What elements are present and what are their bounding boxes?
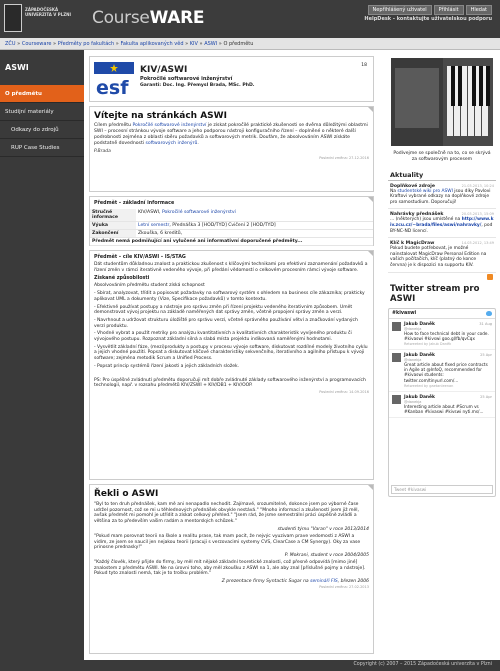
brand-bold: WARE xyxy=(149,8,205,28)
tweet[interactable]: Jakub Daněk 25 Apr @danekja Interesting article about #Scrum vs #Kanban #kivaswi #kivswi nyti.ms/... xyxy=(389,392,495,418)
news-text: Pokud budete potřebovat, je možné nainstalovat MagicDraw Personal Edition na vašich počítačích, klíč (platný do konce června) je k dispozici na supportu KIV. xyxy=(390,246,487,268)
ability-item: Absolvováním předmětu student získá schopnost xyxy=(94,283,205,289)
corner-flag-icon xyxy=(368,107,373,112)
table-row: Výuka Letní semestr, Přednáška 3 [HOD/TYD] Cvičení 2 [HOD/TYD] xyxy=(90,222,373,230)
quote-author: P. Mokrani, student v roce 2004/2005 xyxy=(284,552,369,558)
welcome-title: Vítejte na stránkách ASWI xyxy=(94,111,227,121)
goals-box xyxy=(89,250,374,480)
search-button[interactable]: Hledat xyxy=(466,5,492,15)
breadcrumb-item[interactable]: ASWI xyxy=(204,41,218,47)
news-date: 21.03.2013, 10:24 xyxy=(461,183,494,188)
basic-info-table xyxy=(90,209,373,246)
table-row: Stručné informace KIV/ASWI, Pokročilé softwarové inženýrství xyxy=(90,209,373,222)
signature: P.Brada xyxy=(94,149,111,154)
course-link[interactable]: Pokročilé softwarové inženýrství xyxy=(132,123,207,128)
goals-title: Předmět – cíle KIV/ASWI – IS/STAG xyxy=(94,255,186,260)
breadcrumb-current: O předmětu xyxy=(223,41,254,47)
sidebar-item-studijni-materialy[interactable]: Studijní materiály xyxy=(0,103,84,121)
quote-text: "Každý člověk, který přijde do firmy, by měl mít nějaké základní teoretické znalosti, což přesně odpovídá [mimo jiné] znalostem z předmětu ASWI. Ne na úrovni toho, aby měl zkoušku z ASWI na 1, ale aby znal [příslušné pojmy a nástroje]. Pokud tyto znalosti nemá, tak je to trošku problém." xyxy=(94,559,366,577)
photo-caption: Podívejme se společně na to, co se skrývá za softwarovým procesem xyxy=(393,151,491,162)
news-head: Doplňkové zdroje xyxy=(390,183,435,189)
page-header xyxy=(0,0,500,38)
quote-author: Z prezentace firmy Syntactic Sugar na semináři FIS, březen 2006 xyxy=(221,579,369,585)
engineers-link[interactable]: softwarových inženýrů xyxy=(145,141,198,146)
courseware-brand[interactable] xyxy=(92,8,204,28)
svg-text:esf: esf xyxy=(96,77,129,96)
ability-item: - Vhodně vybrat a použít metriky pro analýzu kvantitativních a kvalitativních charakteristik vyvíjeného produktu či vývojového postupu. Rozpoznat základní silná a slabá místa projektu indikovaná naměřenými hodnotami. xyxy=(94,331,352,343)
right-column xyxy=(388,56,496,497)
sidebar-item-odkazy[interactable]: Odkazy do zdrojů xyxy=(0,121,84,139)
basic-info-title: Předmět – základní informace xyxy=(94,201,175,206)
course-code: KIV/ASWI xyxy=(140,65,188,75)
ability-item: - Navrhnout a udržovat strukturu úložiště pro správu verzí, včetně správného používání větví a značkování vydaných verzí produktu. xyxy=(94,317,358,329)
basic-info-box xyxy=(89,196,374,246)
tweet-input[interactable]: Tweet #kivaswi xyxy=(391,485,493,494)
corner-flag-icon xyxy=(368,485,373,490)
avatar xyxy=(392,322,401,331)
breadcrumb-item[interactable]: ZČU xyxy=(5,41,16,47)
breadcrumb-item[interactable]: Fakulta aplikovaných věd xyxy=(120,41,184,47)
news-item: Doplňkové zdroje 21.03.2013, 10:24 Na studentské wiki pro ASWI jsou díky Pavlovi Kraftovi vybrané odkazy na doplňkové zdroje pro samostudium. Doporučuji! xyxy=(388,181,496,210)
semester-link[interactable]: Letní semestr xyxy=(138,223,170,228)
university-name: ZÁPADOČESKÁ UNIVERZITA V PLZNI xyxy=(25,7,71,17)
welcome-text: Cílem předmětu Pokročilé softwarové inženýrství je získat pokročilé praktické zkušenosti se dvěma důležitými oblastmi SWI – procesní stránkou vývoje software a jeho podporou nástroji konfiguračního řízení – doplněné o některé další podrobnosti zejména z oblasti sběru požadavků a softwarových metrik. Doufám, že absolvováním ASWI získáte podstatně dovednosti softwarových inženýrů. xyxy=(94,123,368,146)
news-title: Aktuality xyxy=(388,170,496,181)
helpdesk-link[interactable]: HelpDesk - kontaktujte uživatelskou podporu xyxy=(364,16,492,22)
user-status-button[interactable]: Nepřihlášený uživatel xyxy=(368,5,432,15)
university-logo[interactable] xyxy=(4,4,82,34)
quotes-title: Řekli o ASWI xyxy=(94,489,159,499)
breadcrumb-item[interactable]: KIV xyxy=(189,41,198,47)
abilities-title: Získané způsobilosti xyxy=(94,276,150,282)
tweet[interactable]: Jakub Daněk 25 Apr @danekja Great article about fixed price contracts in Agile at @InfoQ, recommended for #kivaswi students: twitter.com/tinyurl.com/... Retweeted by gaetanleenan xyxy=(389,350,495,392)
news-item xyxy=(388,238,496,272)
course-garant: Garanti: Doc. Ing. Přemysl Brada, MSc. PhD. xyxy=(140,83,255,88)
ability-item: - Efektivně používat postupy a nástroje pro správu změn při řízení projektu vedeného iterativním způsobem. Umět demonstrovat vývoj projektu na základě naměřených dat správy změn, včetně propojení správy změn a verzí. xyxy=(94,304,353,316)
corner-flag-icon xyxy=(368,197,373,202)
breadcrumb: ZČU » Courseware » Předměty po fakultách » Fakulta aplikovaných věd » KIV » ASWI » O předmětu xyxy=(0,38,500,50)
tweet[interactable]: Jakub Daněk 31 Aug @danekja How to face technical debt in your code. #kivaswi #kivswi goo.gl/fb/qvCqx Retweeted by Jakub Daněk xyxy=(389,319,495,350)
rss-icon[interactable] xyxy=(487,274,493,280)
avatar xyxy=(392,395,401,404)
course-link[interactable]: Pokročilé softwarové inženýrství xyxy=(161,210,236,215)
ability-item: - Popsat princip systémů řízení jakosti a jejich základních složek. xyxy=(94,363,240,369)
news-date: 14.03.2012, 13:49 xyxy=(461,241,494,246)
course-header xyxy=(89,56,374,102)
goals-ps: PS: Pro úspěšné zvládnutí předmětu doporučuji mít dobře zvládnuté základy softwarového inženýrství a programovacích technologií, např. v rozsahu předmětů KIV/ZSWI + KIV/DB1 + KIV/OOP. xyxy=(94,377,366,389)
welcome-box xyxy=(89,106,374,192)
main-content xyxy=(89,56,374,658)
sidebar xyxy=(0,50,84,671)
twitter-bird-icon xyxy=(486,311,492,316)
quotes-box xyxy=(89,484,374,654)
page-footer: Copyright (c) 2007 – 2015 Západočeská univerzita v Plzni xyxy=(0,660,500,671)
corner-flag-icon xyxy=(368,251,373,256)
ability-item: - Sbírat, analyzovat, třídit a popisovat požadavky na softwarový systém s ohledem na business cíle zákazníka; prakticky aplikovat UML a dokumenty (Vize, Specifikace požadavků) v tomto kontextu. xyxy=(94,291,365,302)
sidebar-item-rup-case-studies[interactable]: RUP Case Studies xyxy=(0,139,84,157)
keyboard-photo xyxy=(391,58,493,146)
news-date: 20.03.2013, 15:09 xyxy=(461,212,494,217)
university-seal-icon xyxy=(4,4,22,32)
login-button[interactable]: Přihlásit xyxy=(434,5,464,15)
last-changed: Poslední změna: 27.02.2013 xyxy=(319,585,369,590)
last-changed: Poslední změna: 14.09.2016 xyxy=(319,389,369,394)
sidebar-item-o-predmetu[interactable]: O předmětu xyxy=(0,85,84,103)
twitter-widget xyxy=(388,308,496,497)
wiki-link[interactable]: studentské wiki pro ASWI xyxy=(397,188,453,194)
news-head: Nahrávky přednášek xyxy=(390,212,444,218)
twitter-tag: #kivaswi xyxy=(389,309,495,319)
course-full-name: Pokročilé softwarové inženýrství xyxy=(140,76,233,82)
sidebar-title: ASWI xyxy=(5,63,29,72)
last-changed: Poslední změna: 27.12.2016 xyxy=(319,156,369,160)
quote-author: studenti týmu "Varan" v roce 2013/2014 xyxy=(277,526,369,532)
goals-intro: Dát studentům důkladnou znalost a praktickou zkušenost s klíčovými technikami pro efektivní zaznamenání požadavků a řízení změn v rámci iterativně vedeného vývoje, při předání vědomostí o celkovém procesním rámci vývoje software. xyxy=(94,262,368,273)
seminar-link[interactable]: semináři FIS xyxy=(310,579,338,585)
quote-text: "Byl to ten druh přednášek, kam mě ani nenapadlo nechodit. Zajímavé, srozumitelné, dokonce jsem po výborné čase udržel pozornost, což se mi u těhlednových přednášek obvykle nestává." "Mnoho informací a zkušeností jsem již měl, avšak předmět mi pomohl je utřídit a získat celkový přehled." "Jsem rád, že jsme semestrální práci úspěšně zvládli a většina za to především vašim radám a mentorských schůzek." xyxy=(94,502,359,525)
table-row: Zakončení Zkouška, 6 kreditů, xyxy=(90,230,373,238)
breadcrumb-item[interactable]: Courseware xyxy=(21,41,52,47)
ability-item: - Vysvětlit základní fáze, (mezi)produkty a postupy v procesu vývoje software, diskutovat rozdílné modely životního cyklu a jejich vhodné použití. Popsat a diskutovat klíčové charakteristiky sekvenčního, iterativního a agilního přístupu k vývoji software; zejména metodik Scrum a Unified Process. xyxy=(94,344,368,362)
brand-light: Course xyxy=(92,8,150,28)
news-head: Klíč k MagicDraw xyxy=(390,241,435,247)
esf-logo-icon xyxy=(94,62,134,96)
table-row: Předmět nemá podmiňující ani vylučené ani informativní doporučené předměty... xyxy=(90,238,373,246)
recordings-link[interactable]: http://www.kiv.zcu.cz/~brada/files/aswi/nahravky/ xyxy=(390,217,494,228)
quote-text: "Pokud mam porovnat teorii na škole a realitu prase, tak mam pocit, že nejvýc vyuzivam prave vedomosti z ASWI a vidím, ze jsem se naucil jen nejakou teorii (pracuji s verzovacimi systemy CVS, ClearCase a CM Synergy). Oky za vase prinosne prednasky!" xyxy=(94,533,361,551)
avatar xyxy=(392,353,401,362)
news-item: Nahrávky přednášek 20.03.2013, 15:09 ... (některých) jsou umístěné na http://www.kiv.zcu.cz/~brada/files/aswi/nahravky/, pod BY-NC-ND licencí. xyxy=(388,209,496,238)
twitter-title: Twitter stream pro ASWI xyxy=(390,283,480,304)
course-number: 18 xyxy=(361,63,367,68)
breadcrumb-item[interactable]: Předměty po fakultách xyxy=(57,41,115,47)
